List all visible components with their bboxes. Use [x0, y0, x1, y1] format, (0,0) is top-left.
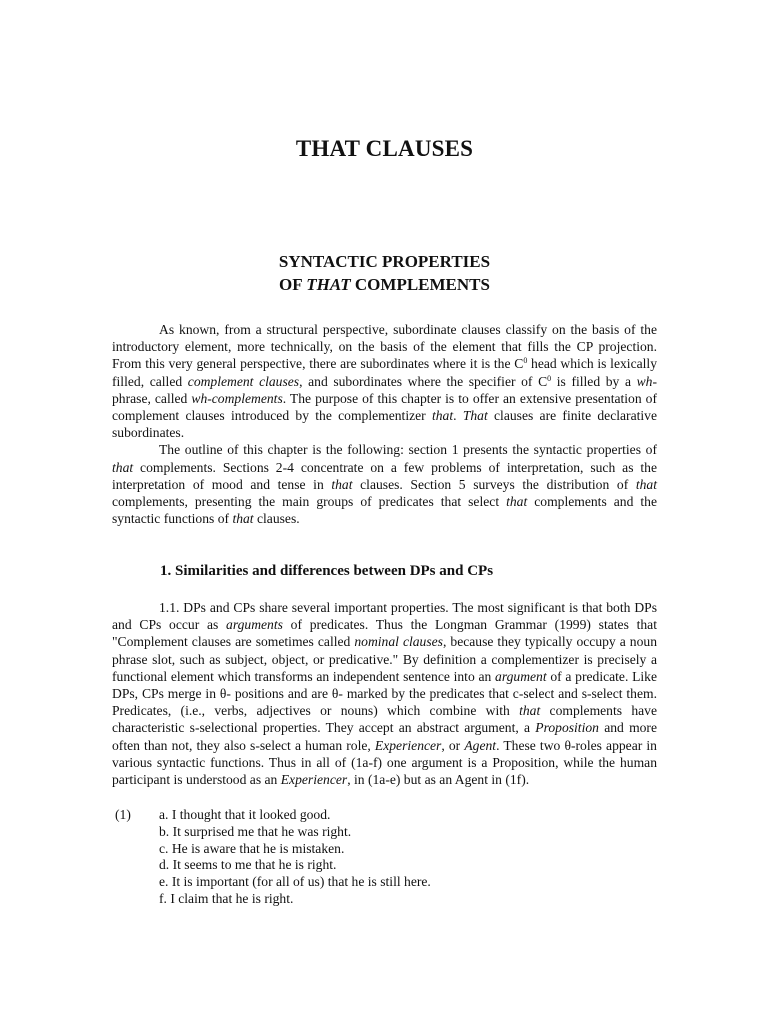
italic-term: Proposition [535, 720, 599, 736]
chapter-title-prefix: OF [279, 275, 307, 294]
italic-term: Experiencer [374, 737, 442, 753]
example-list [112, 807, 657, 908]
italic-term: that [331, 476, 353, 492]
text-run: , because they typically occupy a noun phrase slot, such as subject, object, or predicative." By definition a complementizer is precisely a functional element which transforms an independent sentence into an [112, 634, 657, 684]
section-1-paragraph [112, 599, 657, 788]
text-run: of predicates. Thus the Longman Grammar (1999) states that "Complement clauses are sometimes called [112, 617, 657, 650]
intro-paragraph-1 [112, 321, 657, 441]
chapter-title-italic: THAT [306, 275, 351, 294]
intro-section [112, 321, 657, 527]
text-run: , in (1a-e) but as an Agent in (1f). [347, 772, 530, 788]
example-item: c. He is aware that he is mistaken. [159, 840, 345, 856]
italic-term: wh- [636, 373, 657, 389]
italic-term: Agent [464, 737, 497, 753]
italic-term: that [635, 476, 657, 492]
text-run: , or [441, 737, 465, 753]
italic-term: that [506, 494, 528, 510]
example-row [112, 857, 657, 874]
example-row [112, 891, 657, 908]
italic-term: that [232, 511, 254, 527]
text-run: is filled by a [551, 373, 637, 389]
text-run: clauses. [253, 511, 300, 527]
example-row [112, 824, 657, 841]
text-run: 1.1. DPs and CPs share several important properties. The most significant is that both DPs and CPs occur as [112, 600, 657, 633]
section-1-body [112, 599, 657, 788]
text-run: phrase, called [112, 390, 192, 406]
intro-paragraph-2 [112, 441, 657, 527]
italic-term: that [112, 459, 134, 475]
example-item: e. It is important (for all of us) that he is still here. [159, 874, 431, 890]
chapter-title [112, 250, 657, 296]
chapter-title-line-2 [112, 273, 657, 296]
text-run: clauses. Section 5 surveys the distribution of [352, 476, 636, 492]
italic-term: that [431, 408, 454, 424]
text-run: clauses are finite declarative subordinates. [112, 408, 657, 441]
text-run: . These two θ-roles appear in various syntactic functions. Thus in all of (1a-f) one argument is a Proposition, while the human participant is understood as an [112, 737, 657, 788]
example-row [112, 841, 657, 858]
superscript: 0 [523, 356, 528, 366]
text-run: . The purpose of this chapter is to offer an extensive presentation of complement clauses introduced by the complementizer [112, 390, 657, 424]
italic-term: argument [495, 668, 547, 684]
italic-term: complement clauses [187, 373, 300, 389]
italic-term: Experiencer [280, 772, 348, 788]
example-row [112, 807, 657, 824]
example-item: b. It surprised me that he was right. [159, 823, 352, 839]
text-run: head which is lexically filled, called [112, 356, 657, 389]
text-run: The outline of this chapter is the following: section 1 presents the syntactic properties of [159, 442, 657, 458]
text-run: . [453, 408, 463, 424]
text-run: complements and the syntactic functions of [112, 494, 657, 527]
text-run: complements have characteristic s-selectional properties. They accept an abstract argument, a [112, 703, 657, 736]
italic-term: wh-complements [191, 390, 283, 406]
italic-term: That [462, 408, 488, 424]
text-run: complements. Sections 2-4 concentrate on a few problems of interpretation, such as the interpretation of mood and tense in [112, 459, 657, 492]
document-title: THAT CLAUSES [295, 136, 474, 161]
chapter-title-suffix: COMPLEMENTS [350, 275, 490, 294]
section-heading: 1. Similarities and differences between DPs and CPs [160, 563, 494, 579]
italic-term: that [519, 703, 541, 719]
example-item: d. It seems to me that he is right. [159, 857, 337, 873]
text-run: As known, from a structural perspective, subordinate clauses classify on the basis of the introductory element, more technically, on the basis of the element that fills the CP projection. From this very general perspective, there are subordinates where it is the C [112, 322, 657, 372]
superscript: 0 [547, 373, 552, 383]
example-item: f. I claim that he is right. [159, 890, 294, 906]
text-run: and more often than not, they also s-select a human role, [112, 720, 657, 753]
example-row [112, 874, 657, 891]
text-run: , and subordinates where the specifier of C [299, 373, 548, 389]
text-run: complements, presenting the main groups of predicates that select [112, 494, 507, 510]
italic-term: arguments [226, 617, 283, 633]
example-number: (1) [115, 807, 131, 822]
italic-term: nominal clauses [354, 634, 443, 650]
example-item: a. I thought that it looked good. [159, 807, 331, 822]
text-run: of a predicate. Like DPs, CPs merge in θ- positions and are θ- marked by the predicates that c-select and s-select them. Predicates, (i.e., verbs, adjectives or nouns) which combine with [112, 668, 657, 719]
chapter-title-line-1: SYNTACTIC PROPERTIES [278, 252, 491, 271]
